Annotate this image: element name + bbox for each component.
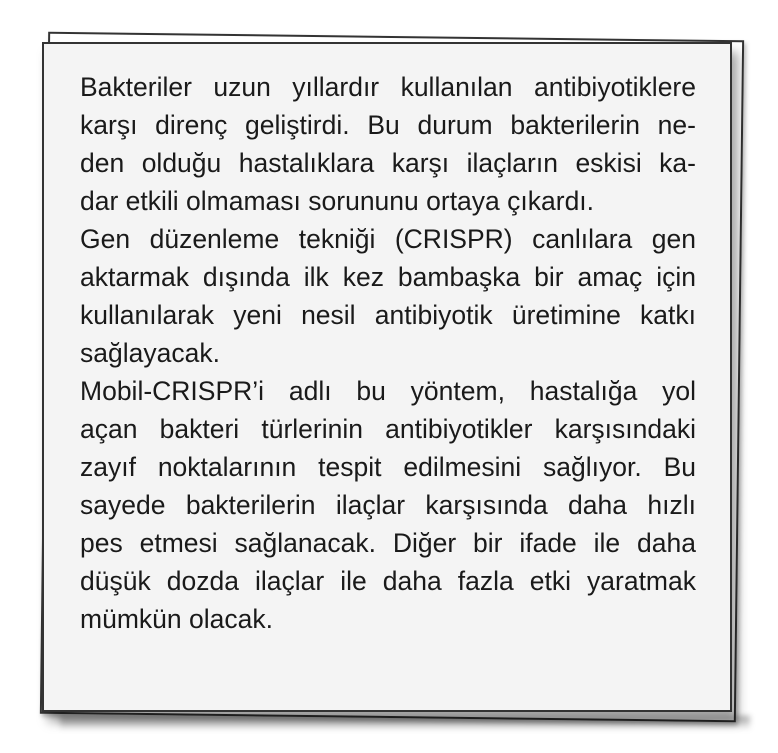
text-line: zayıf noktalarının tespit edilmesini sağlıyor. Bu: [80, 452, 696, 482]
text-line: sağlayacak.: [80, 338, 220, 368]
paper-shadow: [60, 716, 750, 730]
text-line: aktarmak dışında ilk kez bambaşka bir amaç için: [80, 262, 696, 292]
text-line: mümkün olacak.: [80, 604, 273, 634]
article-text: [80, 68, 696, 638]
text-line: sayede bakterilerin ilaçlar karşısında daha hızlı: [80, 490, 696, 520]
text-line: Bakteriler uzun yıllardır kullanılan antibiyotiklere: [80, 72, 696, 102]
text-line: Gen düzenleme tekniği (CRISPR) canlılara gen: [80, 224, 696, 254]
text-line: den olduğu hastalıklara karşı ilaçların eskisi ka-: [80, 148, 696, 178]
text-line: kullanılarak yeni nesil antibiyotik üretimine katkı: [80, 300, 696, 330]
text-line: pes etmesi sağlanacak. Diğer bir ifade ile daha: [80, 528, 696, 558]
text-line: Mobil-CRISPR’i adlı bu yöntem, hastalığa yol: [80, 376, 696, 406]
text-line: düşük dozda ilaçlar ile daha fazla etki yaratmak: [80, 566, 696, 596]
text-card: [42, 42, 732, 712]
text-line: açan bakteri türlerinin antibiyotikler karşısındaki: [80, 414, 696, 444]
text-line: karşı direnç geliştirdi. Bu durum bakterilerin ne-: [80, 110, 696, 140]
text-line: dar etkili olmaması sorununu ortaya çıkardı.: [80, 186, 595, 216]
